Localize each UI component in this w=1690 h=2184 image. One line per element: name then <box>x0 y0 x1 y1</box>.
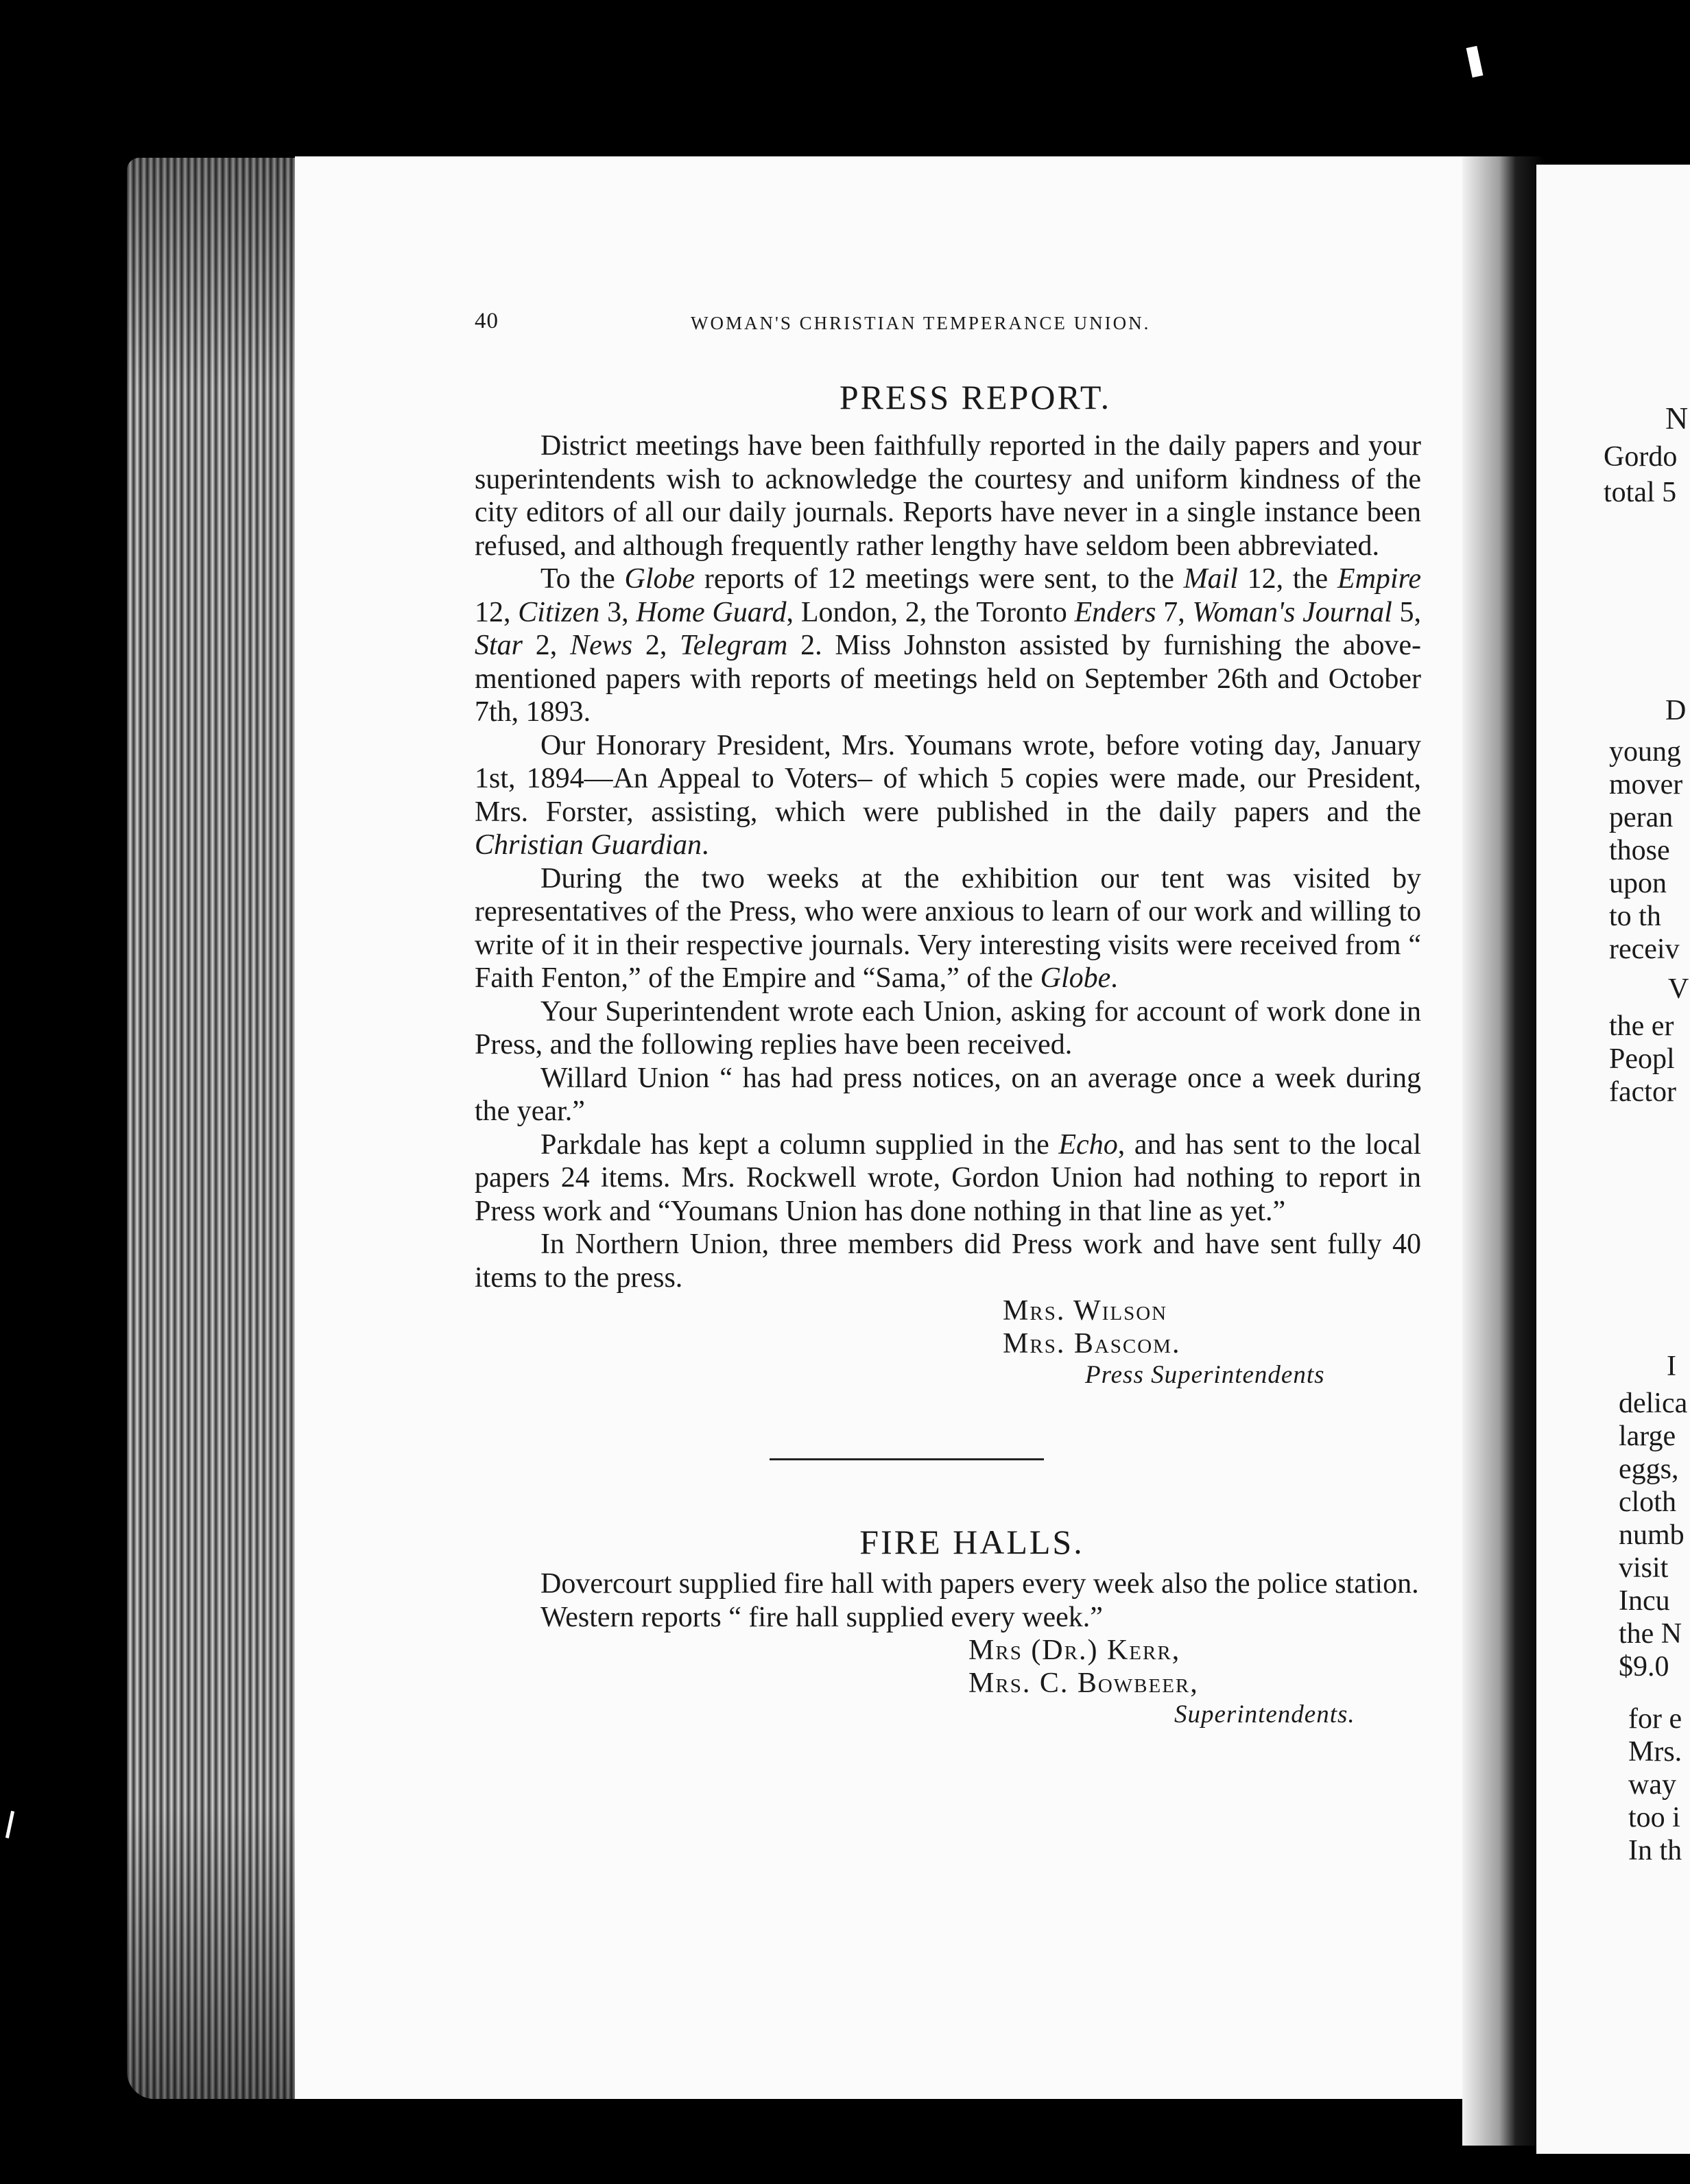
right-page-fragment: Incu <box>1619 1585 1670 1617</box>
right-page-fragment: Mrs. <box>1628 1736 1682 1768</box>
right-page-fragment: large <box>1619 1421 1676 1452</box>
right-page-fragment: I <box>1667 1351 1676 1382</box>
right-page-fragment: the N <box>1619 1618 1682 1650</box>
paragraph: Western reports “ fire hall supplied every week.” <box>540 1601 1103 1633</box>
right-page-fragment: Gordo <box>1604 441 1678 473</box>
book-edge-shadow <box>127 158 295 2099</box>
running-title: WOMAN'S CHRISTIAN TEMPERANCE UNION. <box>691 313 1151 333</box>
page-number: 40 <box>475 309 499 333</box>
right-page-fragment: for e <box>1628 1703 1682 1735</box>
paragraph: During the two weeks at the exhibition our tent was visited by representatives of the Press, who were anxious to learn of our work and willing to write of it in their respective journals. Very interesting visits were received from “ Faith Fenton,” of the Empire and “Sama,” of the Globe. <box>475 862 1421 994</box>
paragraph: Our Honorary President, Mrs. Youmans wrote, before voting day, January 1st, 1894—An Appeal to Voters– of which 5 copies were made, our President, Mrs. Forster, assisting, which were published in the daily papers and the Christian Guardian. <box>475 729 1421 861</box>
paragraph: In Northern Union, three members did Press work and have sent fully 40 items to the press. <box>475 1228 1421 1294</box>
right-page-fragment: visit <box>1619 1552 1669 1584</box>
right-page-fragment: delica <box>1619 1388 1688 1419</box>
signature-role: Press Superintendents <box>1085 1361 1325 1389</box>
paragraph: District meetings have been faithfully reported in the daily papers and your superintendents wish to acknowledge the courtesy and uniform kindness of the city editors of all our daily journals. Reports have never in a single instance been refused, and although frequently rather lengthy have seldom been abbreviated. <box>475 430 1421 562</box>
right-page-fragment: cloth <box>1619 1486 1676 1518</box>
paragraph: Your Superintendent wrote each Union, asking for account of work done in Press, and the following replies have been received. <box>475 995 1421 1060</box>
paragraph-newspapers: To the Globe reports of 12 meetings were sent, to the Mail 12, the Empire 12, Citizen 3, Home Guard, London, 2, the Toronto Enders 7, Woman's Journal 5, Star 2, News 2, Telegram 2. Miss Johnston assisted by furnishing the above-mentioned papers with reports of meetings held on September 26th and October 7th, 1893. <box>475 563 1422 728</box>
dust-speck <box>1466 46 1484 78</box>
dust-speck <box>5 1811 14 1838</box>
section-title-fire-halls: FIRE HALLS. <box>859 1523 1084 1561</box>
right-page-fragment: V <box>1668 973 1689 1005</box>
right-page-fragment: eggs, <box>1619 1453 1679 1485</box>
book-gutter <box>1462 156 1545 2146</box>
right-page-fragment: $9.0 <box>1619 1651 1669 1683</box>
right-page-fragment: young <box>1609 736 1681 768</box>
right-page-fragment: way <box>1628 1769 1676 1801</box>
signature: Mrs. Wilson <box>1003 1295 1168 1327</box>
signature: Mrs (Dr.) Kerr, <box>968 1635 1181 1666</box>
section-title-press-report: PRESS REPORT. <box>839 378 1112 416</box>
right-page-fragment: D <box>1665 695 1687 726</box>
right-page-fragment: In th <box>1628 1835 1682 1866</box>
right-page-fragment: total 5 <box>1604 477 1677 508</box>
right-page-fragment: the er <box>1609 1010 1674 1042</box>
right-page-fragment: receiv <box>1609 934 1680 965</box>
signature-role: Superintendents. <box>1174 1700 1355 1729</box>
right-page-fragment: too i <box>1628 1802 1680 1833</box>
signature: Mrs. Bascom. <box>1003 1328 1181 1360</box>
section-divider <box>770 1458 1044 1460</box>
right-page-fragment: to th <box>1609 901 1661 932</box>
paragraph: Willard Union “ has had press notices, on an average once a week during the year.” <box>475 1062 1421 1127</box>
right-page-fragment: N <box>1665 402 1689 435</box>
right-page-fragment: those <box>1609 835 1670 866</box>
page-content <box>475 309 1421 1729</box>
paragraph: Parkdale has kept a column supplied in the Echo, and has sent to the local papers 24 items. Mrs. Rockwell wrote, Gordon Union had nothing to report in Press work and “Youmans Union has done nothing in that line as yet.” <box>475 1128 1421 1227</box>
paragraph: Dovercourt supplied fire hall with papers every week also the police station. <box>540 1568 1419 1600</box>
signature: Mrs. C. Bowbeer, <box>968 1667 1199 1699</box>
running-head <box>475 309 1421 336</box>
right-page-fragment: factor <box>1609 1076 1676 1108</box>
right-page-fragment: Peopl <box>1609 1043 1675 1075</box>
right-page-fragment: numb <box>1619 1519 1685 1551</box>
right-page-fragment: upon <box>1609 868 1667 899</box>
right-page-fragment: mover <box>1609 769 1683 800</box>
right-page-fragment: peran <box>1609 802 1674 833</box>
